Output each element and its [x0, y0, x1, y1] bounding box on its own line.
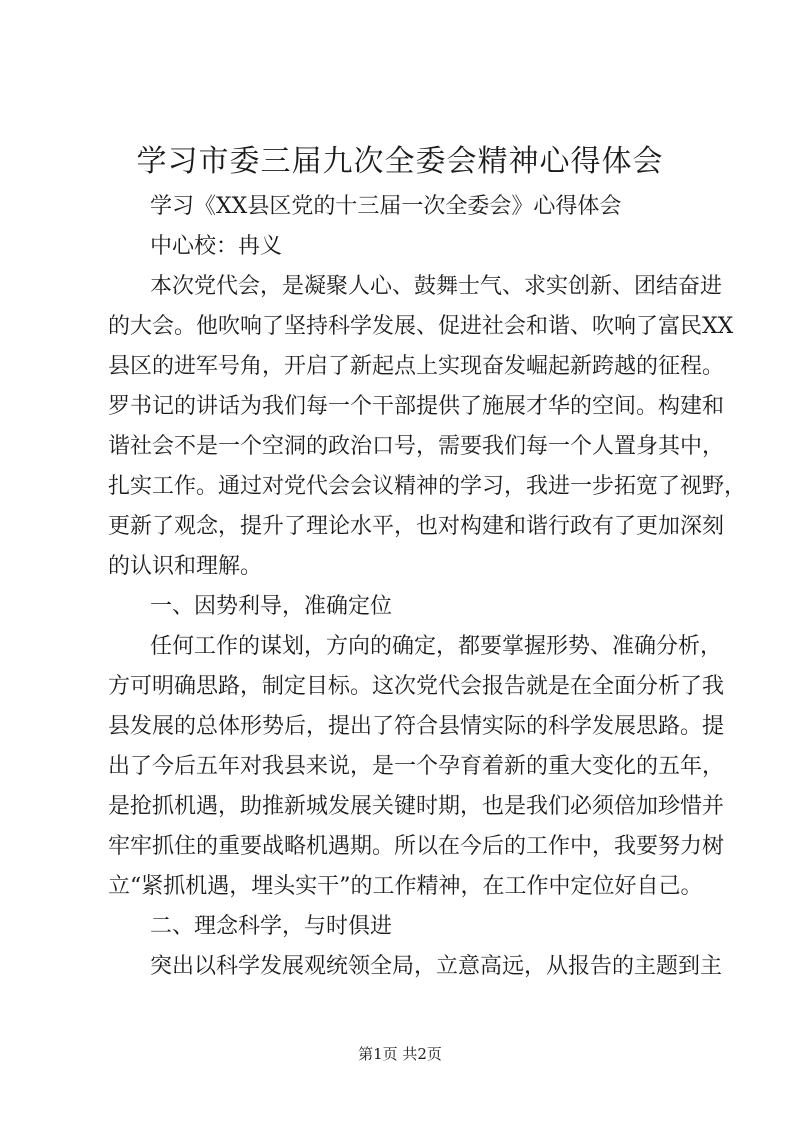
paragraph-line: 罗书记的讲话为我们每一个干部提供了施展才华的空间。构建和 [108, 394, 725, 419]
section-heading: 一、因势利导，准确定位 [150, 594, 393, 619]
subtitle: 学习《XX县区党的十三届一次全委会》心得体会 [150, 194, 622, 219]
page-title: 学习市委三届九次全委会精神心得体会 [136, 144, 664, 179]
paragraph-line: 是抢抓机遇，助推新城发展关键时期，也是我们必须倍加珍惜并 [108, 794, 725, 819]
paragraph-line: 扎实工作。通过对党代会会议精神的学习，我进一步拓宽了视野， [108, 474, 747, 499]
section-heading: 二、理念科学，与时俱进 [150, 914, 393, 939]
paragraph-line: 出了今后五年对我县来说，是一个孕育着新的重大变化的五年， [108, 754, 725, 779]
paragraph-line: 任何工作的谋划，方向的确定，都要掌握形势、准确分析， [150, 634, 723, 659]
author-line: 中心校：冉义 [150, 234, 283, 259]
page-footer: 第1页 共2页 [358, 1045, 442, 1063]
paragraph-line: 牢牢抓住的重要战略机遇期。所以在今后的工作中，我要努力树 [108, 834, 725, 859]
paragraph-line: 本次党代会，是凝聚人心、鼓舞士气、求实创新、团结奋进 [150, 274, 723, 299]
paragraph-line: 的认识和理解。 [108, 554, 263, 579]
paragraph-line: 县发展的总体形势后，提出了符合县情实际的科学发展思路。提 [108, 714, 725, 739]
paragraph-line: 县区的进军号角，开启了新起点上实现奋发崛起新跨越的征程。 [108, 354, 725, 379]
paragraph-line: 立“紧抓机遇，埋头实干”的工作精神，在工作中定位好自己。 [108, 874, 703, 899]
paragraph-line: 更新了观念，提升了理论水平，也对构建和谐行政有了更加深刻 [108, 514, 725, 539]
paragraph-line: 的大会。他吹响了坚持科学发展、促进社会和谐、吹响了富民XX [108, 314, 734, 339]
paragraph-line: 突出以科学发展观统领全局，立意高远，从报告的主题到主 [150, 954, 723, 979]
paragraph-line: 方可明确思路，制定目标。这次党代会报告就是在全面分析了我 [108, 674, 725, 699]
paragraph-line: 谐社会不是一个空洞的政治口号，需要我们每一个人置身其中， [108, 434, 725, 459]
